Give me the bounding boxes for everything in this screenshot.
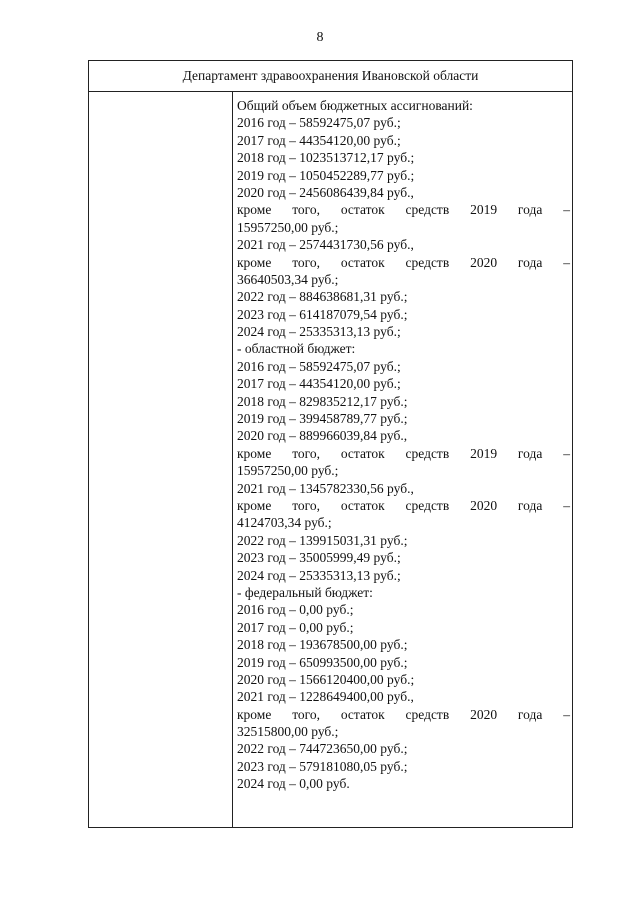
word: средств — [405, 497, 450, 513]
column-divider — [232, 91, 233, 827]
word: – — [563, 445, 570, 461]
text-line: 36640503,34 руб.; — [237, 271, 339, 287]
word: кроме — [237, 706, 272, 722]
justified-text-line — [237, 201, 570, 218]
text-line: Общий объем бюджетных ассигнований: — [237, 98, 473, 113]
word: того, — [292, 706, 320, 722]
text-line: 2016 год – 58592475,07 руб.; — [237, 358, 401, 374]
word: 2019 — [470, 445, 498, 461]
word: того, — [292, 254, 320, 270]
text-line: 2023 год – 614187079,54 руб.; — [237, 306, 408, 322]
budget-table — [88, 60, 573, 828]
word: года — [517, 497, 543, 513]
word: кроме — [237, 497, 272, 513]
word: кроме — [237, 445, 272, 461]
word: того, — [292, 445, 320, 461]
text-line: 2024 год – 25335313,13 руб.; — [237, 324, 401, 340]
justified-text-line — [237, 445, 570, 462]
text-line: 2022 год – 139915031,31 руб.; — [237, 532, 408, 548]
text-line: 2021 год – 2574431730,56 руб., — [237, 237, 414, 253]
word: кроме — [237, 202, 272, 218]
word: года — [517, 706, 543, 722]
word: года — [517, 445, 543, 461]
page-number: 8 — [316, 30, 324, 45]
text-line: 4124703,34 руб.; — [237, 515, 332, 531]
text-line: 2019 год – 650993500,00 руб.; — [237, 654, 408, 670]
word: – — [563, 254, 570, 270]
text-line: 15957250,00 руб.; — [237, 219, 339, 235]
text-line: - областной бюджет: — [237, 341, 356, 357]
text-line: 2016 год – 0,00 руб.; — [237, 602, 354, 618]
text-line: 2022 год – 744723650,00 руб.; — [237, 741, 408, 757]
justified-text-line — [237, 706, 570, 723]
word: 2020 — [470, 497, 498, 513]
word: кроме — [237, 254, 272, 270]
word: остаток — [340, 202, 385, 218]
word: – — [563, 202, 570, 218]
word: года — [517, 254, 543, 270]
word: остаток — [340, 254, 385, 270]
text-line: 2019 год – 1050452289,77 руб.; — [237, 167, 415, 183]
word: того, — [292, 202, 320, 218]
text-line: 2020 год – 2456086439,84 руб., — [237, 184, 414, 200]
text-line: 2020 год – 1566120400,00 руб.; — [237, 671, 415, 687]
table-header: Департамент здравоохранения Ивановской области — [89, 61, 572, 92]
word: средств — [405, 445, 450, 461]
justified-text-line — [237, 254, 570, 271]
word: остаток — [340, 445, 385, 461]
word: – — [563, 706, 570, 722]
text-line: 2018 год – 1023513712,17 руб.; — [237, 150, 415, 166]
word: того, — [292, 497, 320, 513]
text-line: 2018 год – 193678500,00 руб.; — [237, 637, 408, 653]
word: остаток — [340, 706, 385, 722]
text-line: 2020 год – 889966039,84 руб., — [237, 428, 408, 444]
word: года — [517, 202, 543, 218]
text-line: 2017 год – 44354120,00 руб.; — [237, 132, 401, 148]
word: средств — [405, 254, 450, 270]
text-line: 2024 год – 0,00 руб. — [237, 776, 350, 792]
text-line: - федеральный бюджет: — [237, 584, 373, 600]
word: средств — [405, 706, 450, 722]
word: 2020 — [470, 254, 498, 270]
word: 2020 — [470, 706, 498, 722]
text-line: 2023 год – 579181080,05 руб.; — [237, 758, 408, 774]
text-line: 2017 год – 44354120,00 руб.; — [237, 376, 401, 392]
text-line: 32515800,00 руб.; — [237, 724, 339, 740]
text-line: 2016 год – 58592475,07 руб.; — [237, 115, 401, 131]
budget-allocations-cell — [237, 97, 570, 793]
text-line: 2021 год – 1345782330,56 руб., — [237, 480, 414, 496]
text-line: 15957250,00 руб.; — [237, 463, 339, 479]
text-line: 2021 год – 1228649400,00 руб., — [237, 689, 414, 705]
text-line: 2023 год – 35005999,49 руб.; — [237, 550, 401, 566]
text-line: 2017 год – 0,00 руб.; — [237, 619, 354, 635]
text-line: 2018 год – 829835212,17 руб.; — [237, 393, 408, 409]
word: средств — [405, 202, 450, 218]
text-line: 2019 год – 399458789,77 руб.; — [237, 411, 408, 427]
word: остаток — [340, 497, 385, 513]
text-line: 2024 год – 25335313,13 руб.; — [237, 567, 401, 583]
word: 2019 — [470, 202, 498, 218]
text-line: 2022 год – 884638681,31 руб.; — [237, 289, 408, 305]
justified-text-line — [237, 497, 570, 514]
word: – — [563, 497, 570, 513]
